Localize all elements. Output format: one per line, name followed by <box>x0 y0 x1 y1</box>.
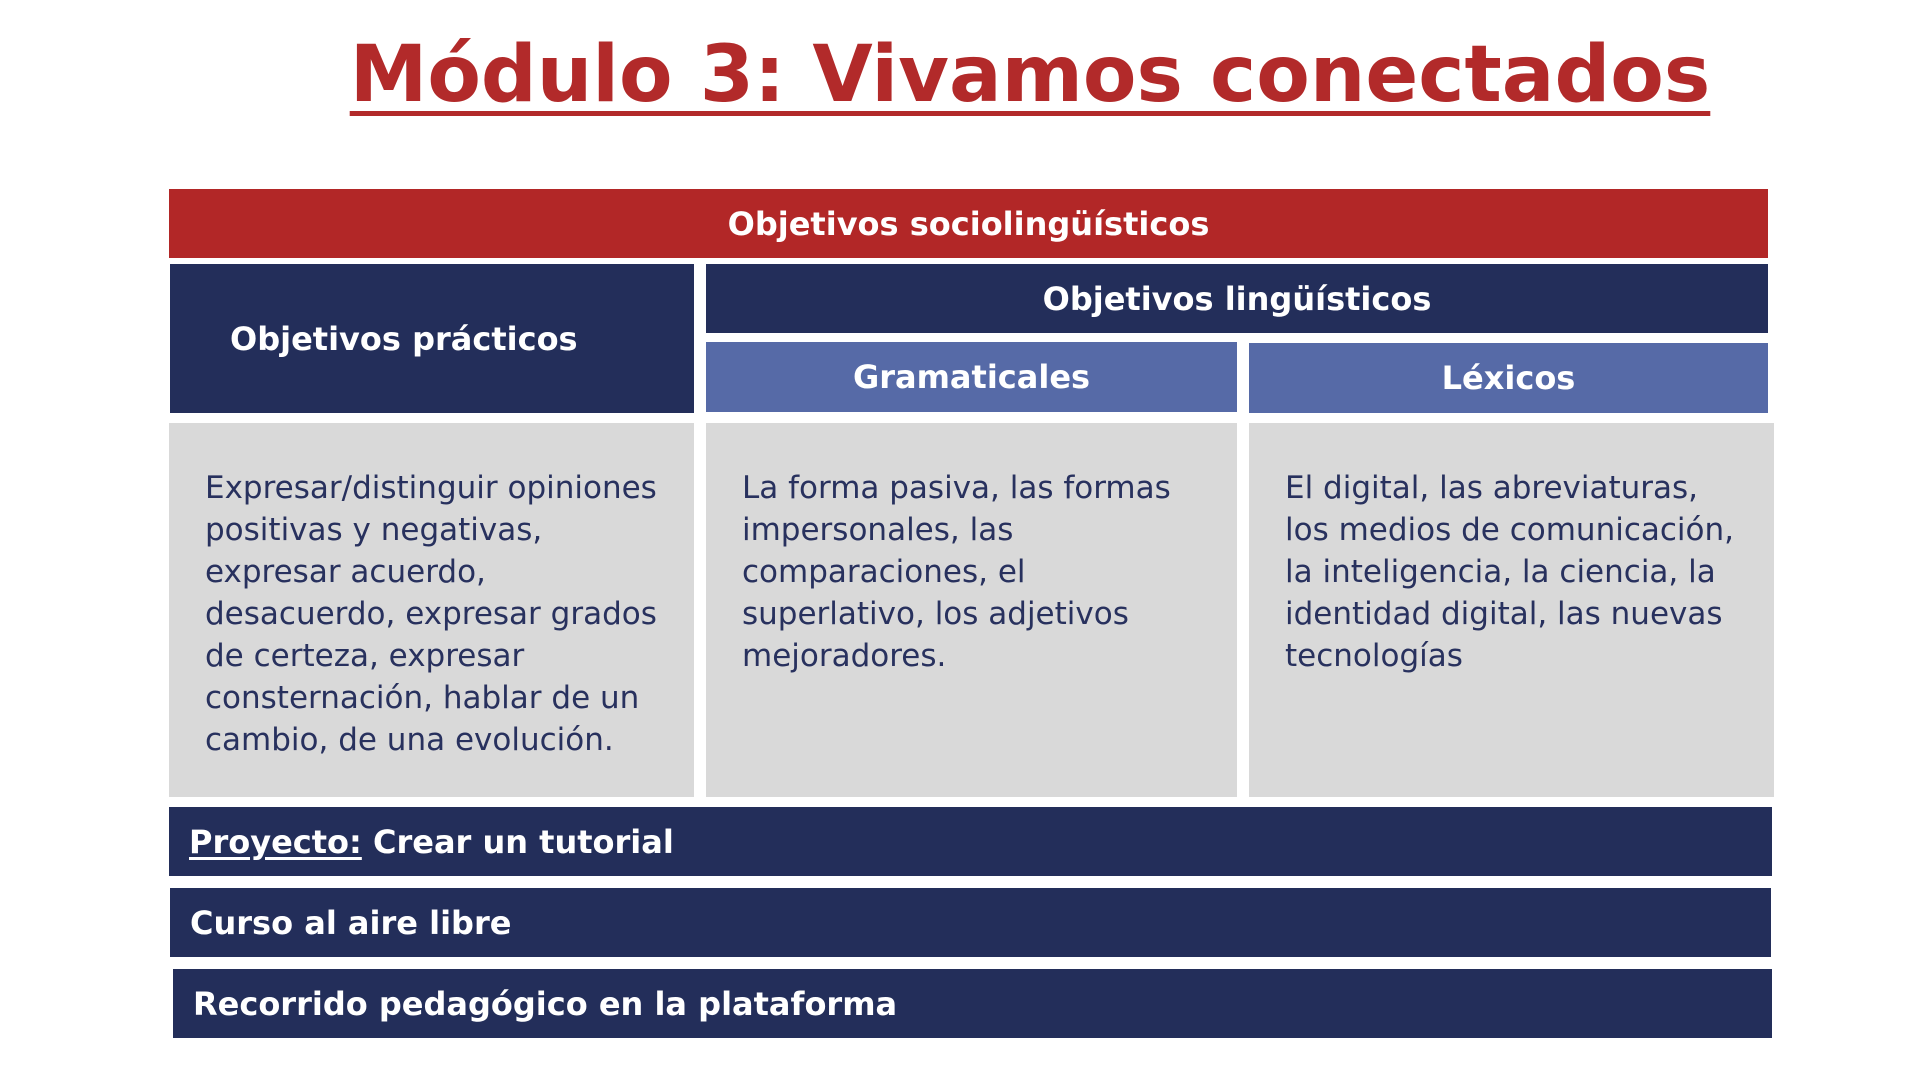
practical-objectives-cell: Expresar/distinguir opiniones positivas y negativas, expresar acuerdo, desacuerdo, expresar grados de certeza, expresar consternación, hablar de un cambio, de una evolución. <box>169 423 694 797</box>
project-label: Proyecto: <box>189 822 362 861</box>
sociolinguistic-objectives-label: Objetivos sociolingüísticos <box>727 204 1210 243</box>
project-value: Crear un tutorial <box>361 822 674 861</box>
grammatical-label: Gramaticales <box>852 358 1091 396</box>
page-title: Módulo 3: Vivamos conectados <box>349 30 1711 120</box>
practical-objectives-header <box>170 264 694 413</box>
grammatical-header <box>706 342 1237 412</box>
platform-path-bar <box>173 969 1772 1038</box>
outdoor-course-bar <box>170 888 1771 957</box>
lexical-cell: El digital, las abreviaturas, los medios de comunicación, la inteligencia, la ciencia, la identidad digital, las nuevas tecnologías <box>1249 423 1774 797</box>
practical-objectives-label: Objetivos prácticos <box>230 319 578 358</box>
outdoor-course-label: Curso al aire libre <box>190 903 512 942</box>
lexical-label: Léxicos <box>1441 359 1576 397</box>
project-bar <box>169 807 1772 876</box>
linguistic-objectives-header <box>706 264 1768 333</box>
grammatical-cell: La forma pasiva, las formas impersonales, las comparaciones, el superlativo, los adjetivos mejoradores. <box>706 423 1237 797</box>
sociolinguistic-objectives-header <box>169 189 1768 258</box>
linguistic-objectives-label: Objetivos lingüísticos <box>1042 279 1432 318</box>
platform-path-label: Recorrido pedagógico en la plataforma <box>193 984 898 1023</box>
lexical-header <box>1249 343 1768 413</box>
